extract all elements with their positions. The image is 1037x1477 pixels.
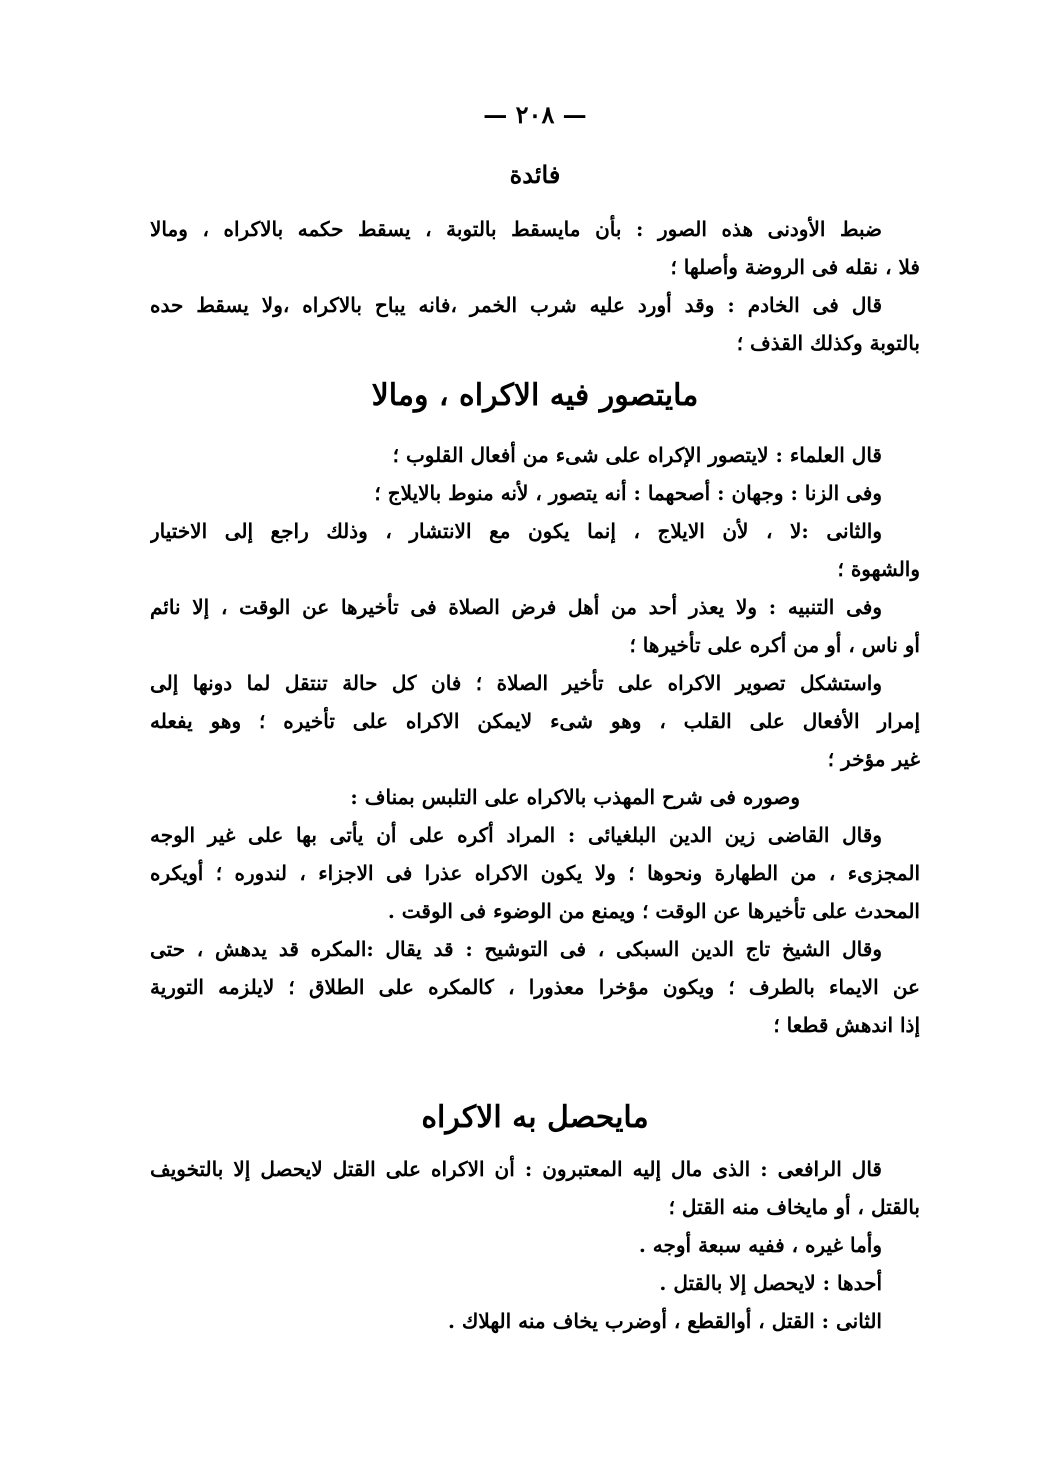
document-page <box>150 0 920 1477</box>
paragraph-block-2 <box>150 436 920 1044</box>
text-line: واستشكل تصوير الاكراه على تأخير الصلاة ؛ فان كل حالة تنتقل لما دونها إلى <box>150 671 882 695</box>
paragraph-block-3 <box>150 1150 920 1340</box>
paragraph-block-1 <box>150 210 920 362</box>
text-line: إذا اندهش قطعا ؛ <box>773 1013 920 1037</box>
text-line: وقال القاضى زين الدين البلغيائى : المراد أكره على أن يأتى بها على غير الوجه <box>150 823 882 847</box>
text-line: وصوره فى شرح المهذب بالاكراه على التلبس بمناف : <box>350 785 800 809</box>
text-line: ضبط الأودنى هذه الصور : بأن مايسقط بالتوبة ، يسقط حكمه بالاكراه ، ومالا <box>150 217 882 241</box>
text-line: قال فى الخادم : وقد أورد عليه شرب الخمر ،فانه يباح بالاكراه ،ولا يسقط حده <box>150 293 882 317</box>
text-line: المجزىء ، من الطهارة ونحوها ؛ ولا يكون الاكراه عذرا فى الاجزاء ، لندوره ؛ أويكره <box>150 861 920 885</box>
text-line: وفى التنبيه : ولا يعذر أحد من أهل فرض الصلاة فى تأخيرها عن الوقت ، إلا نائم <box>150 595 882 619</box>
text-line: بالتوبة وكذلك القذف ؛ <box>736 331 920 355</box>
text-line: إمرار الأفعال على القلب ، وهو شىء لايمكن الاكراه على تأخيره ؛ وهو يفعله <box>150 709 920 733</box>
text-line: الثانى : القتل ، أوالقطع ، أوضرب يخاف منه الهلاك . <box>447 1309 882 1333</box>
text-line: بالقتل ، أو مايخاف منه القتل ؛ <box>668 1195 920 1219</box>
text-line: المحدث على تأخيرها عن الوقت ؛ ويمنع من الوضوء فى الوقت . <box>387 899 920 923</box>
text-line: والشهوة ؛ <box>837 557 920 581</box>
text-line: قال العلماء : لايتصور الإكراه على شىء من أفعال القلوب ؛ <box>392 443 882 467</box>
text-line: وقال الشيخ تاج الدين السبكى ، فى التوشيح : قد يقال :المكره قد يدهش ، حتى <box>150 937 882 961</box>
text-line: غير مؤخر ؛ <box>827 747 920 771</box>
text-line: وأما غيره ، ففيه سبعة أوجه . <box>638 1233 882 1257</box>
text-line: أحدها : لايحصل إلا بالقتل . <box>659 1271 882 1295</box>
page-number: — ٢٠٨ — <box>483 100 587 129</box>
text-line: عن الايماء بالطرف ؛ ويكون مؤخرا معذورا ، كالمكره على الطلاق ؛ لايلزمه التورية <box>150 975 920 999</box>
text-line: فلا ، نقله فى الروضة وأصلها ؛ <box>670 255 920 279</box>
heading-section-1: مايتصور فيه الاكراه ، ومالا <box>371 378 699 413</box>
heading-faida: فائدة <box>509 160 561 189</box>
heading-section-2: مايحصل به الاكراه <box>421 1100 649 1135</box>
text-line: والثانى :لا ، لأن الايلاج ، إنما يكون مع الانتشار ، وذلك راجع إلى الاختيار <box>150 519 882 543</box>
text-line: أو ناس ، أو من أكره على تأخيرها ؛ <box>629 633 920 657</box>
text-line: وفى الزنا : وجهان : أصحهما : أنه يتصور ، لأنه منوط بالايلاج ؛ <box>374 481 882 505</box>
text-line: قال الرافعى : الذى مال إليه المعتبرون : أن الاكراه على القتل لايحصل إلا بالتخويف <box>150 1157 882 1181</box>
